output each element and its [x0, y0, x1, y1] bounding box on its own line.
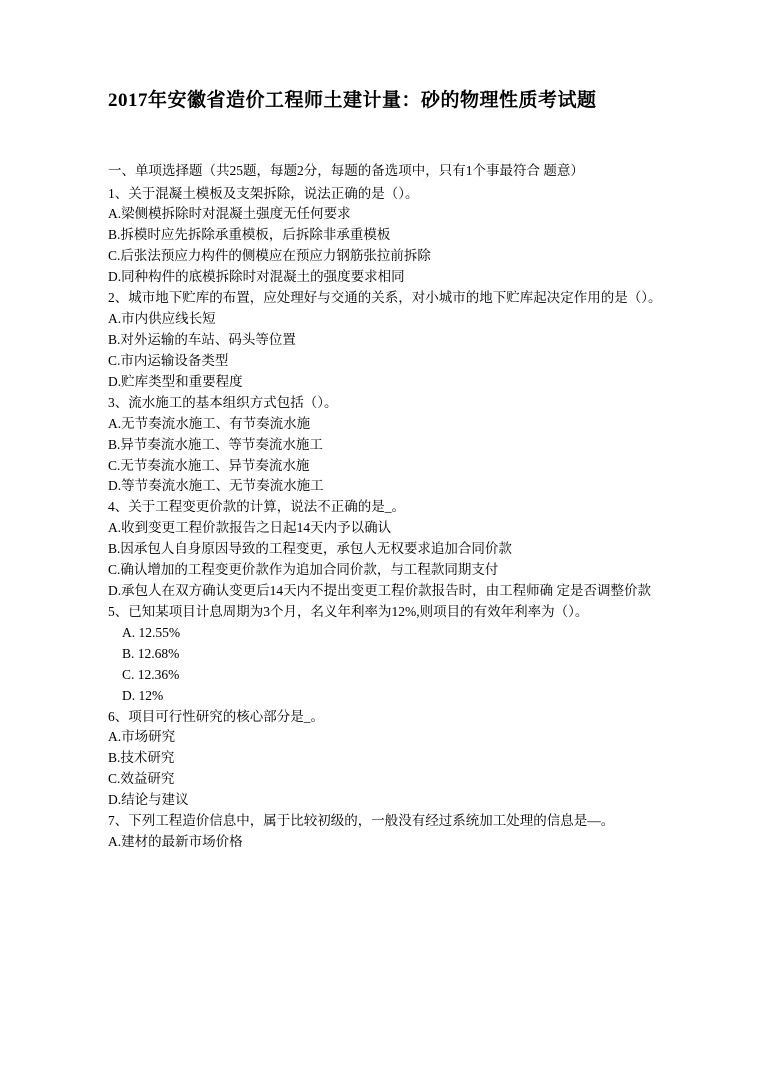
question-option[interactable]: C.效益研究 — [108, 771, 175, 787]
question-option[interactable]: A.建材的最新市场价格 — [108, 834, 243, 850]
question-option[interactable]: A.无节奏流水施工、有节奏流水施 — [108, 415, 311, 431]
question-block — [108, 811, 703, 853]
question-option[interactable]: B.对外运输的车站、码头等位置 — [108, 331, 296, 347]
question-block — [108, 602, 703, 707]
question-stem: 7、下列工程造价信息中，属于比较初级的，一般没有经过系统加工处理的信息是—。 — [108, 813, 615, 829]
question-block — [108, 707, 703, 812]
question-option[interactable]: A.市场研究 — [108, 729, 176, 745]
question-option[interactable]: B.异节奏流水施工、等节奏流水施工 — [108, 436, 323, 452]
question-block — [108, 184, 703, 289]
question-option[interactable]: B.拆模时应先拆除承重模板，后拆除非承重模板 — [108, 227, 391, 243]
question-option[interactable]: C.确认增加的工程变更价款作为追加合同价款，与工程款同期支付 — [108, 562, 499, 578]
question-block — [108, 497, 703, 602]
question-option[interactable]: A.梁侧模拆除时对混凝土强度无任何要求 — [108, 206, 351, 222]
question-stem: 2、城市地下贮库的布置，应处理好与交通的关系，对小城市的地下贮库起决定作用的是（）。 — [108, 290, 662, 306]
question-block — [108, 288, 703, 393]
question-option[interactable]: A.市内供应线长短 — [108, 311, 216, 327]
question-option[interactable]: D. 12% — [122, 687, 164, 703]
question-stem: 3、流水施工的基本组织方式包括（）。 — [108, 394, 338, 410]
question-option[interactable]: D.结论与建议 — [108, 792, 189, 808]
question-option[interactable]: D.贮库类型和重要程度 — [108, 373, 243, 389]
question-option[interactable]: B.技术研究 — [108, 750, 175, 766]
question-option[interactable]: C.市内运输设备类型 — [108, 352, 229, 368]
question-option[interactable]: D.承包人在双方确认变更后14天内不提出变更工程价款报告时，由工程师确 定是否调整价款 — [108, 583, 651, 599]
question-option[interactable]: D.等节奏流水施工、无节奏流水施工 — [108, 478, 324, 494]
question-option[interactable]: A. 12.55% — [122, 624, 181, 640]
question-option[interactable]: D.同种构件的底模拆除时对混凝土的强度要求相同 — [108, 269, 405, 285]
question-block — [108, 393, 703, 498]
question-stem: 4、关于工程变更价款的计算，说法不正确的是_。 — [108, 499, 405, 515]
question-stem: 1、关于混凝土模板及支架拆除，说法正确的是（）。 — [108, 185, 419, 201]
question-option[interactable]: A.收到变更工程价款报告之日起14天内予以确认 — [108, 520, 392, 536]
question-option[interactable]: C.无节奏流水施工、异节奏流水施 — [108, 457, 310, 473]
page-title: 2017年安徽省造价工程师土建计量：砂的物理性质考试题 — [108, 90, 597, 111]
question-option[interactable]: C. 12.36% — [122, 666, 180, 682]
question-list — [108, 184, 703, 854]
question-option[interactable]: C.后张法预应力构件的侧模应在预应力钢筋张拉前拆除 — [108, 248, 431, 264]
question-option[interactable]: B.因承包人自身原因导致的工程变更，承包人无权要求追加合同价款 — [108, 541, 512, 557]
question-stem: 5、已知某项目计息周期为3个月，名义年利率为12%,则项目的有效年利率为（）。 — [108, 603, 589, 619]
question-option[interactable]: B. 12.68% — [122, 645, 180, 661]
question-stem: 6、项目可行性研究的核心部分是_。 — [108, 708, 324, 724]
section-heading: 一、单项选择题（共25题，每题2分，每题的备选项中，只有1个事最符合 题意） — [108, 162, 584, 178]
